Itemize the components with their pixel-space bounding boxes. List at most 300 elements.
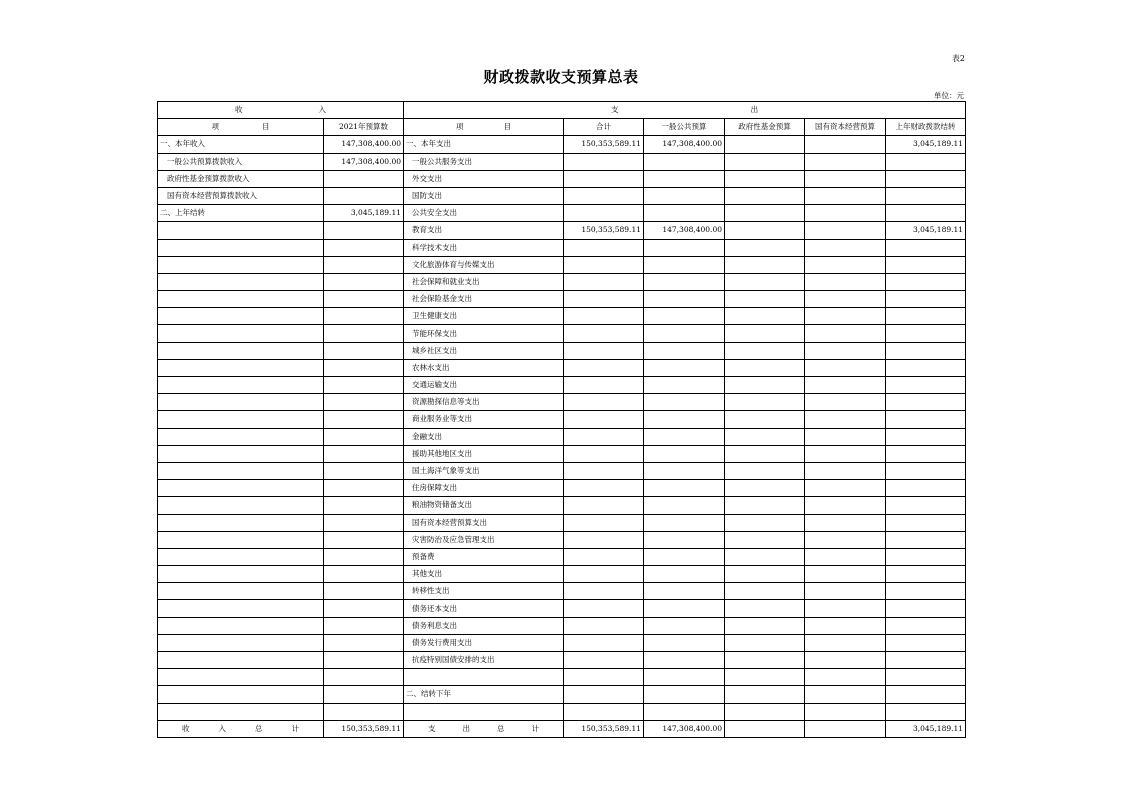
expense-item-cell: 农林水支出 <box>404 359 564 376</box>
income-budget-cell <box>324 497 404 514</box>
total-cell <box>564 273 644 290</box>
state-capital-cell <box>805 394 886 411</box>
table-row <box>158 600 966 617</box>
general-public-cell <box>644 703 725 720</box>
table-row <box>158 205 966 222</box>
state-capital-cell <box>805 531 886 548</box>
table-row <box>158 514 966 531</box>
state-capital-cell <box>805 359 886 376</box>
expense-item-cell: 金融支出 <box>404 428 564 445</box>
income-budget-cell <box>324 187 404 204</box>
gov-fund-cell <box>725 600 805 617</box>
income-budget-cell <box>324 686 404 703</box>
general-public-cell <box>644 187 725 204</box>
income-item-cell <box>158 411 324 428</box>
income-budget-cell <box>324 583 404 600</box>
general-public-cell <box>644 462 725 479</box>
expense-item-cell: 国防支出 <box>404 187 564 204</box>
table-row <box>158 239 966 256</box>
income-budget-cell <box>324 256 404 273</box>
expense-item-cell: 外交支出 <box>404 170 564 187</box>
total-cell <box>564 308 644 325</box>
table-row <box>158 394 966 411</box>
table-row <box>158 703 966 720</box>
gov-fund-cell <box>725 342 805 359</box>
general-public-cell <box>644 342 725 359</box>
expense-item-cell: 教育支出 <box>404 222 564 239</box>
state-capital-header: 国有资本经营预算 <box>805 119 886 136</box>
gov-fund-cell <box>725 256 805 273</box>
general-public-cell <box>644 377 725 394</box>
table-row <box>158 342 966 359</box>
carryover-cell <box>886 359 966 376</box>
income-total-char-2: 入 <box>218 723 226 733</box>
income-item-cell <box>158 480 324 497</box>
unit-label: 单位：元 <box>934 91 964 100</box>
budget-2021-header: 2021年预算数 <box>324 119 404 136</box>
income-item-cell <box>158 617 324 634</box>
state-capital-cell <box>805 617 886 634</box>
gov-fund-cell <box>725 480 805 497</box>
expense-item-cell: 抗疫特别国债安排的支出 <box>404 652 564 669</box>
general-public-cell <box>644 531 725 548</box>
gov-fund-cell <box>725 136 805 153</box>
carryover-cell <box>886 652 966 669</box>
table-row <box>158 222 966 239</box>
income-item-cell: 二、上年结转 <box>158 205 324 222</box>
expense-header-char-2: 出 <box>750 105 759 115</box>
table-row <box>158 617 966 634</box>
general-public-cell <box>644 308 725 325</box>
income-total-char-1: 收 <box>182 723 190 733</box>
income-budget-cell <box>324 222 404 239</box>
expense-item-cell: 科学技术支出 <box>404 239 564 256</box>
general-public-cell <box>644 325 725 342</box>
general-public-cell <box>644 428 725 445</box>
income-item-cell <box>158 600 324 617</box>
table-row <box>158 153 966 170</box>
table-row <box>158 136 966 153</box>
income-budget-cell <box>324 428 404 445</box>
income-budget-cell <box>324 669 404 686</box>
gov-fund-cell <box>725 394 805 411</box>
state-capital-cell <box>805 566 886 583</box>
general-public-cell <box>644 445 725 462</box>
expense-item-cell: 节能环保支出 <box>404 325 564 342</box>
total-cell <box>564 480 644 497</box>
carryover-cell <box>886 239 966 256</box>
income-budget-cell: 147,308,400.00 <box>324 153 404 170</box>
income-item-cell <box>158 634 324 651</box>
expense-item-cell: 灾害防治及应急管理支出 <box>404 531 564 548</box>
expense-item-cell: 住房保障支出 <box>404 480 564 497</box>
carryover-cell <box>886 308 966 325</box>
budget-summary-table <box>157 101 966 738</box>
income-header-char-1: 收 <box>235 105 243 115</box>
gov-fund-cell <box>725 531 805 548</box>
carryover-cell <box>886 342 966 359</box>
income-item-cell <box>158 497 324 514</box>
total-cell <box>564 205 644 222</box>
state-capital-cell <box>805 222 886 239</box>
income-total-value: 150,353,589.11 <box>324 720 404 737</box>
state-capital-cell <box>805 428 886 445</box>
total-cell <box>564 514 644 531</box>
expense-item-header <box>404 119 564 136</box>
income-budget-cell <box>324 394 404 411</box>
prev-year-carryover-header: 上年财政拨款结转 <box>886 119 966 136</box>
gov-fund-cell <box>725 445 805 462</box>
gov-fund-cell <box>725 222 805 239</box>
income-budget-cell <box>324 566 404 583</box>
general-public-cell <box>644 291 725 308</box>
carryover-cell <box>886 205 966 222</box>
table-row <box>158 652 966 669</box>
income-item-cell: 国有资本经营预算拨款收入 <box>158 187 324 204</box>
column-header-row <box>158 119 966 136</box>
total-cell: 150,353,589.11 <box>564 136 644 153</box>
gov-fund-cell <box>725 205 805 222</box>
total-cell <box>564 325 644 342</box>
expense-item-cell: 转移性支出 <box>404 583 564 600</box>
general-public-cell <box>644 480 725 497</box>
income-total-char-3: 总 <box>255 723 263 733</box>
state-capital-cell <box>805 462 886 479</box>
expense-item-cell: 城乡社区支出 <box>404 342 564 359</box>
state-capital-cell <box>805 239 886 256</box>
table-row <box>158 291 966 308</box>
total-cell <box>564 669 644 686</box>
income-item-header-char-1: 项 <box>211 122 219 132</box>
income-total-char-4: 计 <box>291 723 299 733</box>
expense-item-cell: 债务还本支出 <box>404 600 564 617</box>
total-cell <box>564 445 644 462</box>
table-row <box>158 187 966 204</box>
state-capital-cell <box>805 652 886 669</box>
income-item-cell <box>158 531 324 548</box>
fund-sum-value <box>725 720 805 737</box>
expense-item-cell: 社会保障和就业支出 <box>404 273 564 290</box>
table-row <box>158 480 966 497</box>
state-capital-cell <box>805 205 886 222</box>
carryover-cell <box>886 445 966 462</box>
state-capital-cell <box>805 480 886 497</box>
general-public-cell <box>644 548 725 565</box>
income-item-header-char-2: 目 <box>262 122 270 132</box>
expense-item-cell: 国土海洋气象等支出 <box>404 462 564 479</box>
carryover-cell <box>886 669 966 686</box>
income-item-cell <box>158 273 324 290</box>
gov-fund-cell <box>725 617 805 634</box>
income-item-cell <box>158 686 324 703</box>
expense-item-header-char-1: 项 <box>456 122 464 132</box>
total-cell <box>564 291 644 308</box>
section-header-row <box>158 102 966 119</box>
expense-item-cell: 债务利息支出 <box>404 617 564 634</box>
income-item-cell <box>158 239 324 256</box>
general-public-cell <box>644 686 725 703</box>
expense-section-header <box>404 102 966 119</box>
gov-fund-cell <box>725 514 805 531</box>
state-capital-cell <box>805 686 886 703</box>
income-budget-cell <box>324 548 404 565</box>
income-item-cell <box>158 652 324 669</box>
carryover-cell <box>886 703 966 720</box>
general-public-cell <box>644 170 725 187</box>
income-budget-cell <box>324 617 404 634</box>
income-item-cell <box>158 377 324 394</box>
income-budget-cell <box>324 480 404 497</box>
income-item-cell <box>158 566 324 583</box>
income-item-cell: 一、本年收入 <box>158 136 324 153</box>
page-title: 财政拨款收支预算总表 <box>483 68 639 86</box>
gov-fund-cell <box>725 566 805 583</box>
table-body <box>158 136 966 720</box>
sheet-number: 表2 <box>951 54 965 63</box>
total-cell <box>564 652 644 669</box>
table-row <box>158 686 966 703</box>
income-budget-cell: 147,308,400.00 <box>324 136 404 153</box>
expense-item-cell: 资源勘探信息等支出 <box>404 394 564 411</box>
general-public-cell <box>644 273 725 290</box>
total-cell: 150,353,589.11 <box>564 222 644 239</box>
expense-item-cell <box>404 703 564 720</box>
state-capital-cell <box>805 308 886 325</box>
total-cell <box>564 583 644 600</box>
income-item-cell <box>158 669 324 686</box>
carryover-cell <box>886 170 966 187</box>
carryover-cell <box>886 600 966 617</box>
total-cell <box>564 428 644 445</box>
state-capital-cell <box>805 548 886 565</box>
expense-item-cell: 一、本年支出 <box>404 136 564 153</box>
total-cell <box>564 531 644 548</box>
table-row <box>158 359 966 376</box>
carryover-cell <box>886 531 966 548</box>
gov-fund-cell <box>725 291 805 308</box>
carryover-cell <box>886 256 966 273</box>
general-public-cell: 147,308,400.00 <box>644 136 725 153</box>
total-cell <box>564 703 644 720</box>
total-cell <box>564 256 644 273</box>
total-cell <box>564 462 644 479</box>
state-capital-cell <box>805 342 886 359</box>
total-cell <box>564 617 644 634</box>
carryover-cell <box>886 153 966 170</box>
expense-total-char-1: 支 <box>428 723 436 733</box>
state-capital-cell <box>805 170 886 187</box>
carryover-cell <box>886 480 966 497</box>
income-budget-cell <box>324 291 404 308</box>
general-public-cell <box>644 583 725 600</box>
carryover-cell <box>886 325 966 342</box>
state-capital-cell <box>805 291 886 308</box>
general-public-cell <box>644 256 725 273</box>
expense-item-cell: 预备费 <box>404 548 564 565</box>
table-row <box>158 325 966 342</box>
expense-header-char-1: 支 <box>611 105 619 115</box>
state-capital-cell <box>805 256 886 273</box>
general-public-cell <box>644 600 725 617</box>
income-budget-cell <box>324 634 404 651</box>
income-budget-cell: 3,045,189.11 <box>324 205 404 222</box>
expense-item-cell: 债务发行费用支出 <box>404 634 564 651</box>
gov-fund-cell <box>725 669 805 686</box>
table-row <box>158 377 966 394</box>
income-item-cell: 政府性基金预算拨款收入 <box>158 170 324 187</box>
income-budget-cell <box>324 531 404 548</box>
carryover-cell <box>886 617 966 634</box>
expense-item-cell: 公共安全支出 <box>404 205 564 222</box>
income-budget-cell <box>324 170 404 187</box>
carryover-cell <box>886 377 966 394</box>
general-public-cell <box>644 652 725 669</box>
gov-fund-cell <box>725 703 805 720</box>
state-capital-cell <box>805 136 886 153</box>
expense-item-cell: 粮油物资储备支出 <box>404 497 564 514</box>
expense-item-cell <box>404 669 564 686</box>
general-public-header: 一般公共预算 <box>644 119 725 136</box>
carryover-cell <box>886 514 966 531</box>
income-item-cell <box>158 308 324 325</box>
gov-fund-cell <box>725 359 805 376</box>
total-cell <box>564 686 644 703</box>
expense-item-cell: 卫生健康支出 <box>404 308 564 325</box>
income-item-cell <box>158 445 324 462</box>
total-cell <box>564 170 644 187</box>
income-item-cell <box>158 359 324 376</box>
income-item-cell <box>158 291 324 308</box>
gov-fund-cell <box>725 411 805 428</box>
gov-fund-cell <box>725 428 805 445</box>
income-budget-cell <box>324 445 404 462</box>
table-row <box>158 411 966 428</box>
general-public-cell <box>644 617 725 634</box>
income-item-cell <box>158 342 324 359</box>
total-cell <box>564 634 644 651</box>
income-item-cell <box>158 703 324 720</box>
income-item-cell: 一般公共预算拨款收入 <box>158 153 324 170</box>
income-budget-cell <box>324 462 404 479</box>
gov-fund-cell <box>725 583 805 600</box>
expense-item-cell: 商业服务业等支出 <box>404 411 564 428</box>
gov-fund-cell <box>725 325 805 342</box>
expense-total-char-3: 总 <box>497 723 505 733</box>
table-row <box>158 583 966 600</box>
income-item-cell <box>158 583 324 600</box>
general-public-cell: 147,308,400.00 <box>644 222 725 239</box>
total-cell <box>564 497 644 514</box>
expense-item-header-char-2: 目 <box>503 122 511 132</box>
expense-item-cell: 文化旅游体育与传媒支出 <box>404 256 564 273</box>
general-public-cell <box>644 497 725 514</box>
capital-sum-value <box>805 720 886 737</box>
income-section-header <box>158 102 404 119</box>
table-row <box>158 566 966 583</box>
income-budget-cell <box>324 652 404 669</box>
state-capital-cell <box>805 411 886 428</box>
expense-total-char-2: 出 <box>462 723 470 733</box>
state-capital-cell <box>805 514 886 531</box>
state-capital-cell <box>805 669 886 686</box>
income-budget-cell <box>324 273 404 290</box>
state-capital-cell <box>805 273 886 290</box>
table-row <box>158 634 966 651</box>
income-budget-cell <box>324 342 404 359</box>
carryover-cell: 3,045,189.11 <box>886 136 966 153</box>
income-budget-cell <box>324 600 404 617</box>
gov-fund-cell <box>725 239 805 256</box>
carryover-cell <box>886 273 966 290</box>
carryover-cell <box>886 583 966 600</box>
expense-item-cell: 二、结转下年 <box>404 686 564 703</box>
carryover-cell <box>886 497 966 514</box>
state-capital-cell <box>805 445 886 462</box>
general-public-cell <box>644 239 725 256</box>
general-public-cell <box>644 153 725 170</box>
total-cell <box>564 153 644 170</box>
income-item-header <box>158 119 324 136</box>
total-cell <box>564 394 644 411</box>
carryover-sum-value: 3,045,189.11 <box>886 720 966 737</box>
state-capital-cell <box>805 153 886 170</box>
expense-item-cell: 其他支出 <box>404 566 564 583</box>
gov-fund-cell <box>725 308 805 325</box>
total-sum-value: 150,353,589.11 <box>564 720 644 737</box>
total-cell <box>564 187 644 204</box>
gov-fund-cell <box>725 686 805 703</box>
carryover-cell <box>886 411 966 428</box>
gov-fund-cell <box>725 548 805 565</box>
total-cell <box>564 342 644 359</box>
expense-item-cell: 交通运输支出 <box>404 377 564 394</box>
income-budget-cell <box>324 514 404 531</box>
total-cell <box>564 359 644 376</box>
state-capital-cell <box>805 187 886 204</box>
table-row <box>158 445 966 462</box>
gov-fund-cell <box>725 170 805 187</box>
income-budget-cell <box>324 703 404 720</box>
table-row <box>158 462 966 479</box>
income-item-cell <box>158 394 324 411</box>
income-header-char-2: 入 <box>318 105 326 115</box>
table-row <box>158 273 966 290</box>
general-sum-value: 147,308,400.00 <box>644 720 725 737</box>
carryover-cell <box>886 291 966 308</box>
income-budget-cell <box>324 325 404 342</box>
table-row <box>158 308 966 325</box>
total-cell <box>564 411 644 428</box>
expense-total-label <box>404 720 564 737</box>
gov-fund-cell <box>725 153 805 170</box>
gov-fund-cell <box>725 497 805 514</box>
gov-fund-cell <box>725 462 805 479</box>
table-row <box>158 531 966 548</box>
table-row <box>158 256 966 273</box>
income-budget-cell <box>324 308 404 325</box>
income-item-cell <box>158 548 324 565</box>
income-budget-cell <box>324 377 404 394</box>
state-capital-cell <box>805 325 886 342</box>
table-row <box>158 548 966 565</box>
income-budget-cell <box>324 359 404 376</box>
total-cell <box>564 548 644 565</box>
expense-item-cell: 国有资本经营预算支出 <box>404 514 564 531</box>
state-capital-cell <box>805 634 886 651</box>
state-capital-cell <box>805 600 886 617</box>
income-item-cell <box>158 256 324 273</box>
carryover-cell <box>886 686 966 703</box>
